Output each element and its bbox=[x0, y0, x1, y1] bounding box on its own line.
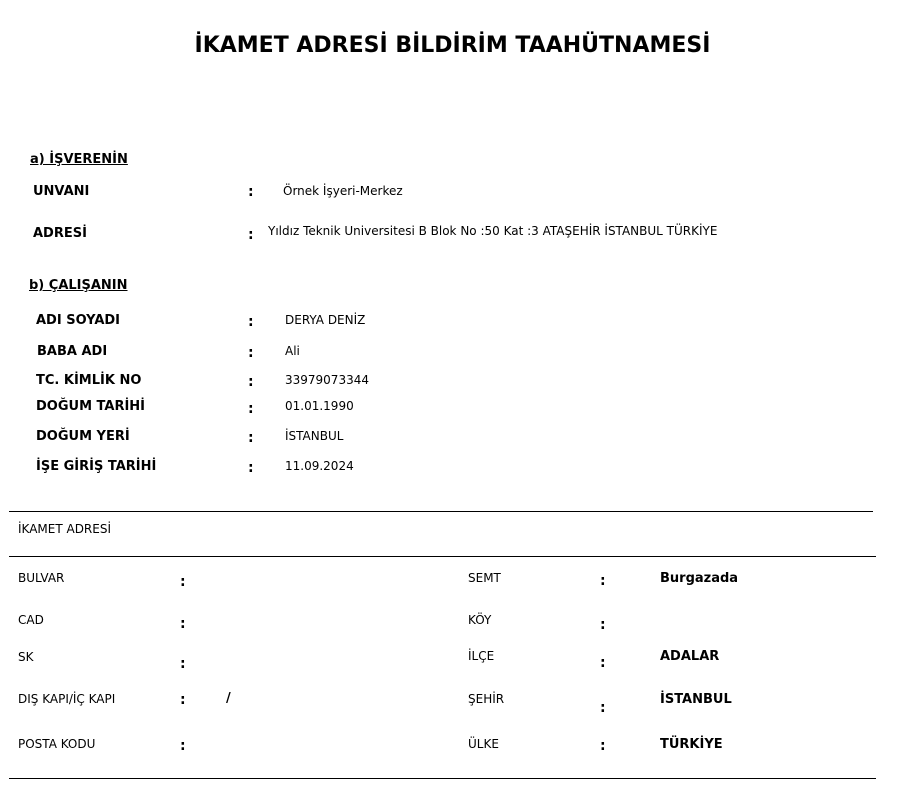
village-colon: : bbox=[600, 617, 606, 633]
employee-startdate-label: İŞE GİRİŞ TARİHİ bbox=[36, 459, 157, 474]
door-number-colon: : bbox=[180, 692, 186, 708]
village-label: KÖY bbox=[468, 613, 492, 627]
employee-birthdate-colon: : bbox=[248, 401, 254, 417]
employee-birthplace-label: DOĞUM YERİ bbox=[36, 429, 130, 444]
employee-name-value: DERYA DENİZ bbox=[285, 313, 366, 327]
boulevard-colon: : bbox=[180, 574, 186, 590]
district-label: SEMT bbox=[468, 571, 501, 585]
boulevard-label: BULVAR bbox=[18, 571, 65, 585]
county-colon: : bbox=[600, 655, 606, 671]
residence-top-rule bbox=[9, 511, 873, 512]
district-value: Burgazada bbox=[660, 571, 739, 586]
door-number-value: / bbox=[226, 691, 231, 706]
street-label: CAD bbox=[18, 613, 44, 627]
country-label: ÜLKE bbox=[468, 737, 499, 751]
employee-father-label: BABA ADI bbox=[37, 344, 108, 359]
street-colon: : bbox=[180, 616, 186, 632]
employee-birthplace-value: İSTANBUL bbox=[285, 429, 344, 443]
employee-father-colon: : bbox=[248, 345, 254, 361]
employer-address-colon: : bbox=[248, 227, 254, 243]
employee-birthdate-value: 01.01.1990 bbox=[285, 399, 354, 413]
employee-birthdate-label: DOĞUM TARİHİ bbox=[36, 399, 146, 414]
employee-tc-colon: : bbox=[248, 374, 254, 390]
city-colon: : bbox=[600, 700, 606, 716]
employer-address-label: ADRESİ bbox=[33, 226, 87, 241]
city-value: İSTANBUL bbox=[660, 692, 732, 707]
employer-title-value: Örnek İşyeri-Merkez bbox=[283, 184, 403, 198]
alley-label: SK bbox=[18, 650, 34, 664]
country-colon: : bbox=[600, 738, 606, 754]
employer-title-colon: : bbox=[248, 184, 254, 200]
document-title: İKAMET ADRESİ BİLDİRİM TAAHÜTNAMESİ bbox=[194, 33, 711, 58]
county-label: İLÇE bbox=[468, 649, 495, 663]
employee-startdate-value: 11.09.2024 bbox=[285, 459, 354, 473]
employee-tc-value: 33979073344 bbox=[285, 373, 369, 387]
alley-colon: : bbox=[180, 656, 186, 672]
county-value: ADALAR bbox=[660, 649, 720, 664]
city-label: ŞEHİR bbox=[468, 692, 505, 706]
residence-bottom-rule bbox=[9, 778, 876, 779]
employee-heading: b) ÇALIŞANIN bbox=[29, 278, 128, 293]
door-number-label: DIŞ KAPI/İÇ KAPI bbox=[18, 692, 116, 706]
employer-heading: a) İŞVERENİN bbox=[30, 152, 128, 167]
employee-father-value: Ali bbox=[285, 344, 300, 358]
postal-code-label: POSTA KODU bbox=[18, 737, 96, 751]
employee-startdate-colon: : bbox=[248, 460, 254, 476]
employee-tc-label: TC. KİMLİK NO bbox=[36, 373, 142, 388]
residence-heading: İKAMET ADRESİ bbox=[18, 522, 112, 536]
postal-code-colon: : bbox=[180, 738, 186, 754]
residence-header-rule bbox=[9, 556, 876, 557]
country-value: TÜRKİYE bbox=[660, 737, 723, 752]
employer-title-label: UNVANI bbox=[33, 184, 90, 199]
employee-name-colon: : bbox=[248, 314, 254, 330]
employee-birthplace-colon: : bbox=[248, 430, 254, 446]
employer-address-value: Yıldız Teknik Universitesi B Blok No :50 Kat :3 ATAŞEHİR İSTANBUL TÜRKİYE bbox=[268, 224, 718, 238]
employee-name-label: ADI SOYADI bbox=[36, 313, 121, 328]
district-colon: : bbox=[600, 573, 606, 589]
